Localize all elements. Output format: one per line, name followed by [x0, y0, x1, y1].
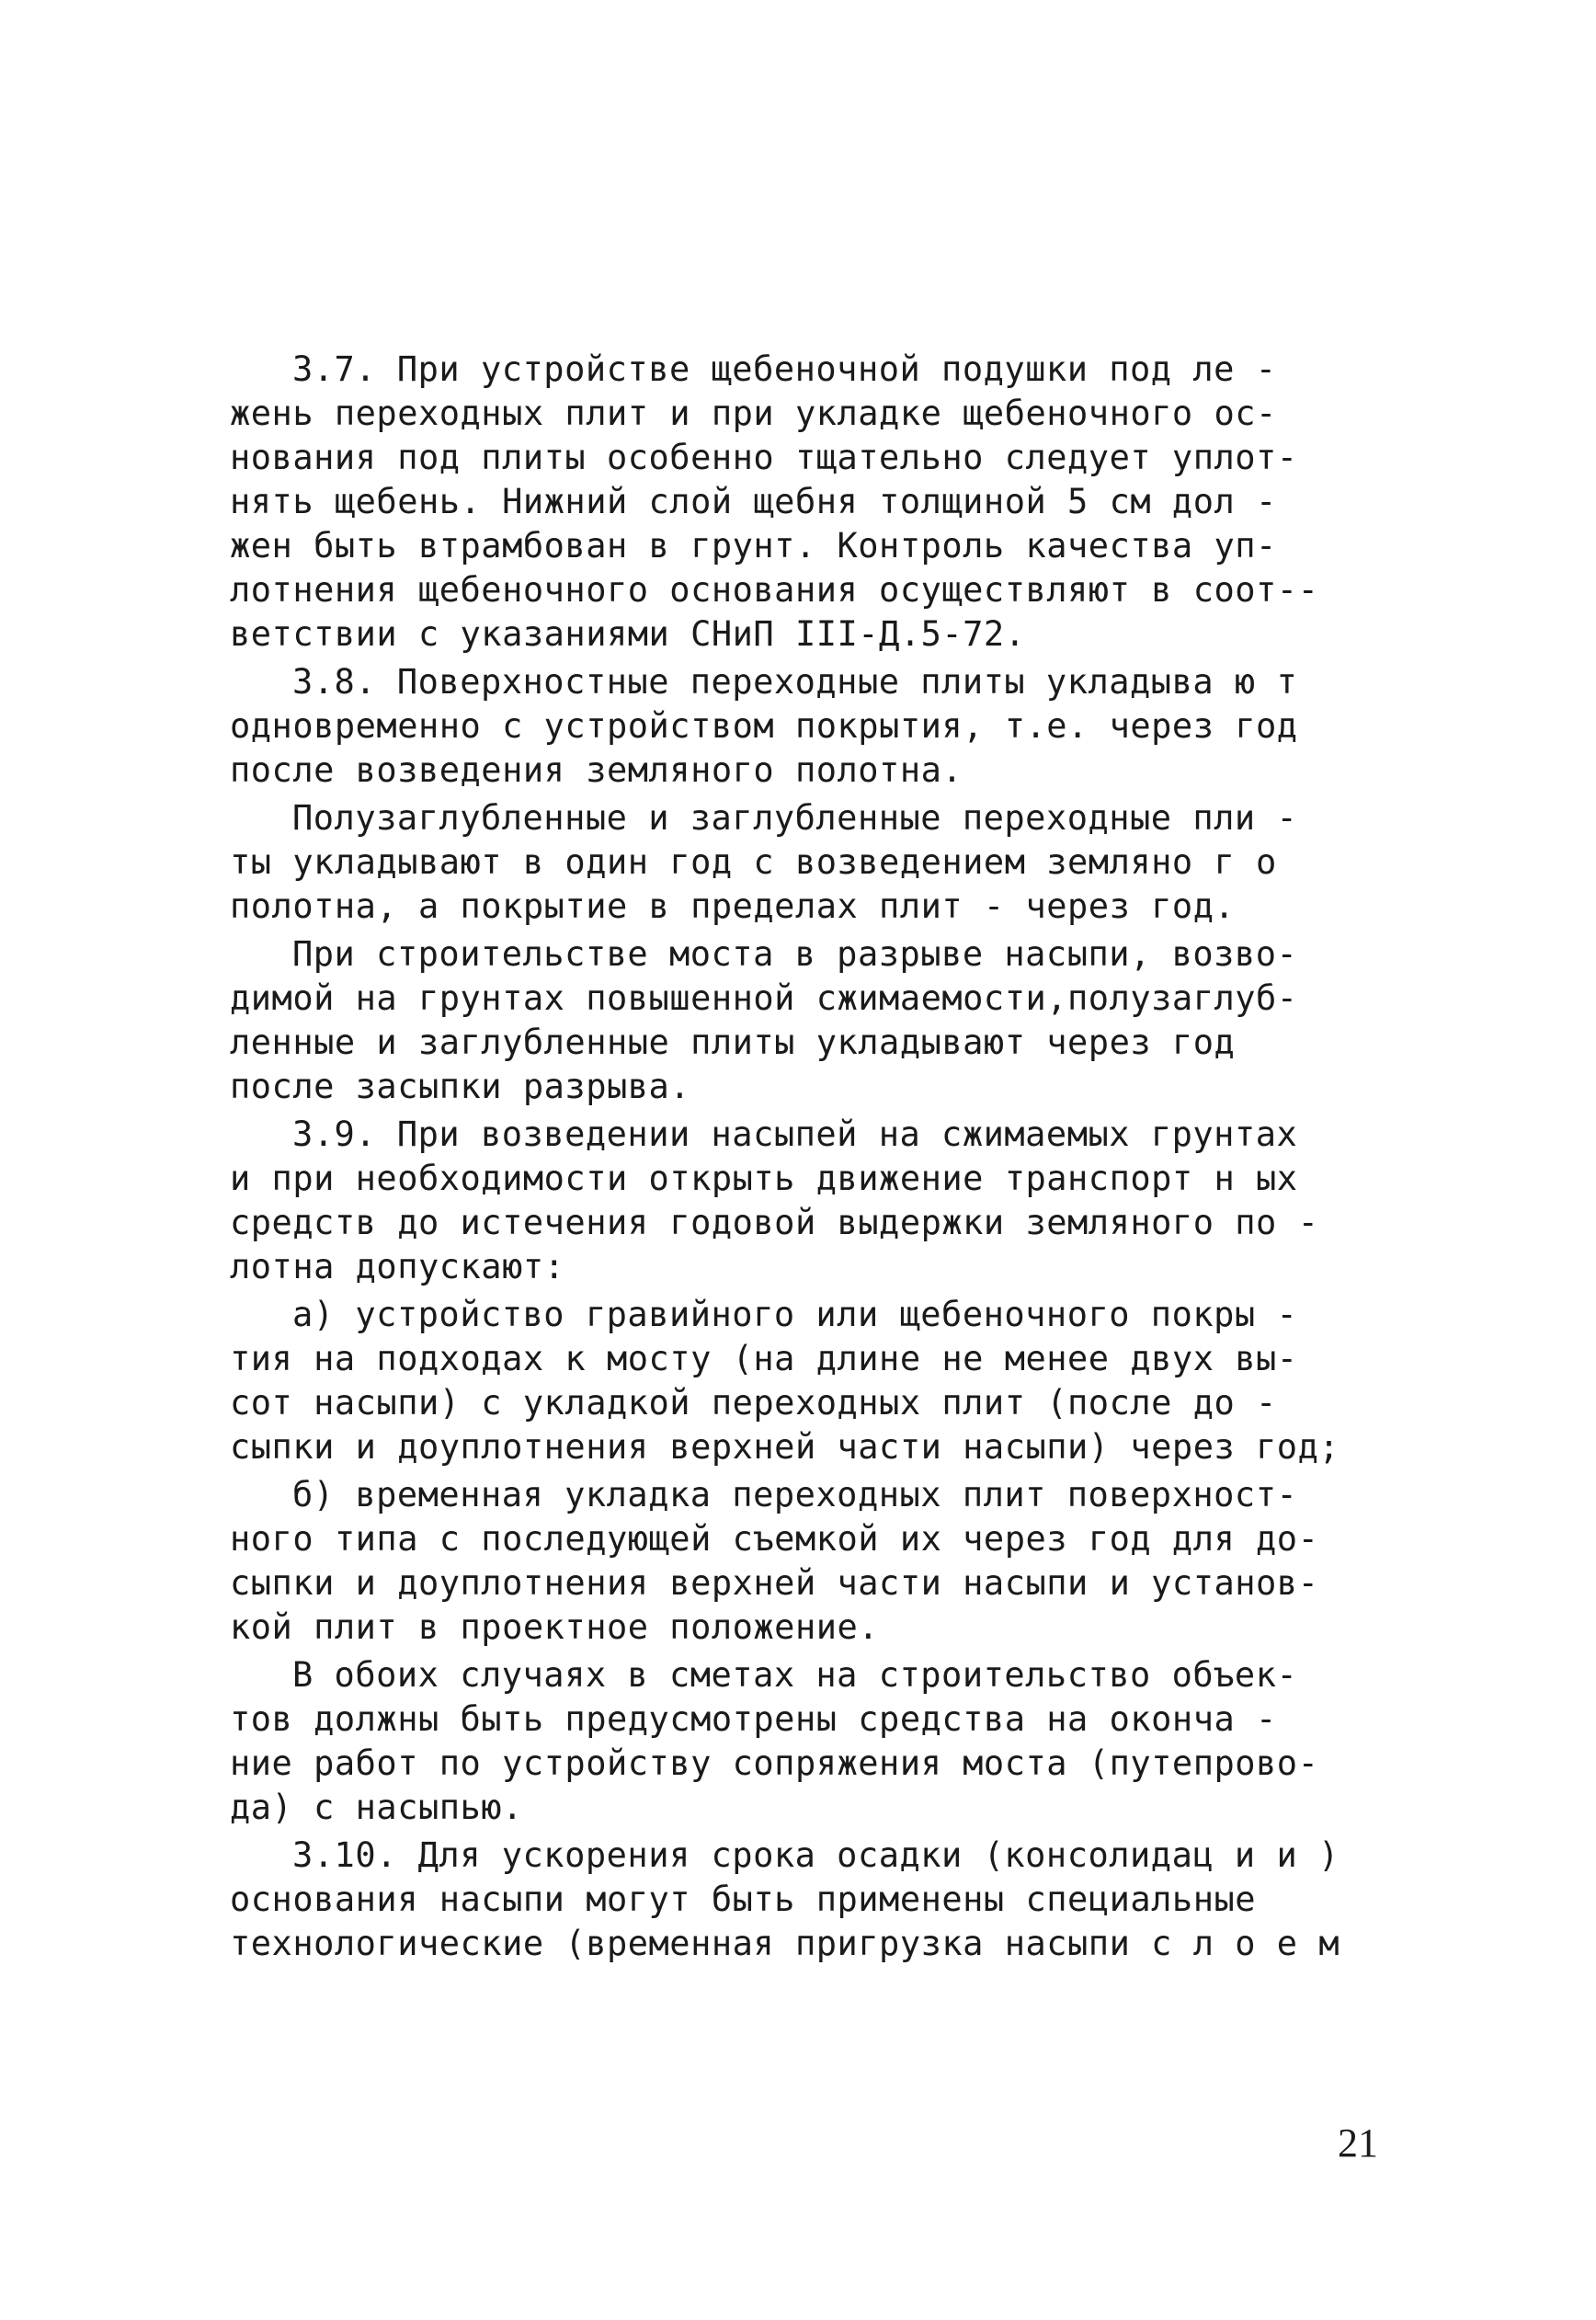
- text-line: жень переходных плит и при укладке щебеночного ос-: [230, 394, 1277, 433]
- text-line: Полузаглубленные и заглубленные переходные пли -: [292, 798, 1298, 838]
- text-line: сыпки и доуплотнения верхней части насыпи и установ-: [230, 1563, 1319, 1603]
- text-line: ного типа с последующей съемкой их через год для до-: [230, 1519, 1319, 1559]
- text-line: 3.10. Для ускорения срока осадки (консолидац и и ): [292, 1835, 1340, 1875]
- page-number: 21: [1338, 2120, 1378, 2166]
- text-line: ветствии с указаниями СНиП III-Д.5-72.: [230, 614, 1026, 654]
- text-line: ты укладывают в один год с возведением земляно г о: [230, 842, 1277, 882]
- text-line: после возведения земляного полотна.: [230, 750, 963, 790]
- text-line: димой на грунтах повышенной сжимаемости,полузаглуб-: [230, 978, 1298, 1018]
- text-line: после засыпки разрыва.: [230, 1067, 691, 1106]
- text-line: жен быть втрамбован в грунт. Контроль качества уп-: [230, 526, 1277, 566]
- text-line: основания насыпи могут быть применены специальные: [230, 1880, 1257, 1919]
- text-line: тия на подходах к мосту (на длине не менее двух вы-: [230, 1339, 1298, 1378]
- text-line: средств до истечения годовой выдержки земляного по -: [230, 1203, 1319, 1242]
- text-line: тов должны быть предусмотрены средства на оконча -: [230, 1699, 1277, 1739]
- text-line: кой плит в проектное положение.: [230, 1607, 880, 1647]
- text-line: 3.9. При возведении насыпей на сжимаемых грунтах: [292, 1114, 1298, 1154]
- text-line: а) устройство гравийного или щебеночного покры -: [292, 1295, 1298, 1334]
- text-line: сыпки и доуплотнения верхней части насыпи) через год;: [230, 1427, 1340, 1467]
- text-line: 3.7. При устройстве щебеночной подушки под ле -: [292, 349, 1277, 389]
- text-line: полотна, а покрытие в пределах плит - через год.: [230, 886, 1236, 926]
- text-line: технологические (временная пригрузка насыпи с л о е м: [230, 1924, 1340, 1963]
- text-line: При строительстве моста в разрыве насыпи, возво-: [292, 934, 1298, 974]
- text-line: ленные и заглубленные плиты укладывают через год: [230, 1023, 1236, 1062]
- text-line: сот насыпи) с укладкой переходных плит (после до -: [230, 1383, 1277, 1423]
- text-line: б) временная укладка переходных плит поверхност-: [292, 1475, 1298, 1514]
- text-line: да) с насыпью.: [230, 1788, 523, 1827]
- text-line: нования под плиты особенно тщательно следует уплот-: [230, 438, 1298, 477]
- text-line: и при необходимости открыть движение транспорт н ых: [230, 1159, 1298, 1198]
- text-line: лотнения щебеночного основания осуществляют в соот--: [230, 570, 1319, 610]
- text-line: ние работ по устройству сопряжения моста (путепрово-: [230, 1743, 1319, 1783]
- text-line: одновременно с устройством покрытия, т.е. через год: [230, 706, 1298, 746]
- text-line: лотна допускают:: [230, 1247, 565, 1286]
- text-line: нять щебень. Нижний слой щебня толщиной 5 см дол -: [230, 482, 1277, 521]
- text-line: 3.8. Поверхностные переходные плиты укладыва ю т: [292, 662, 1298, 702]
- text-line: В обоих случаях в сметах на строительство объек-: [292, 1655, 1298, 1695]
